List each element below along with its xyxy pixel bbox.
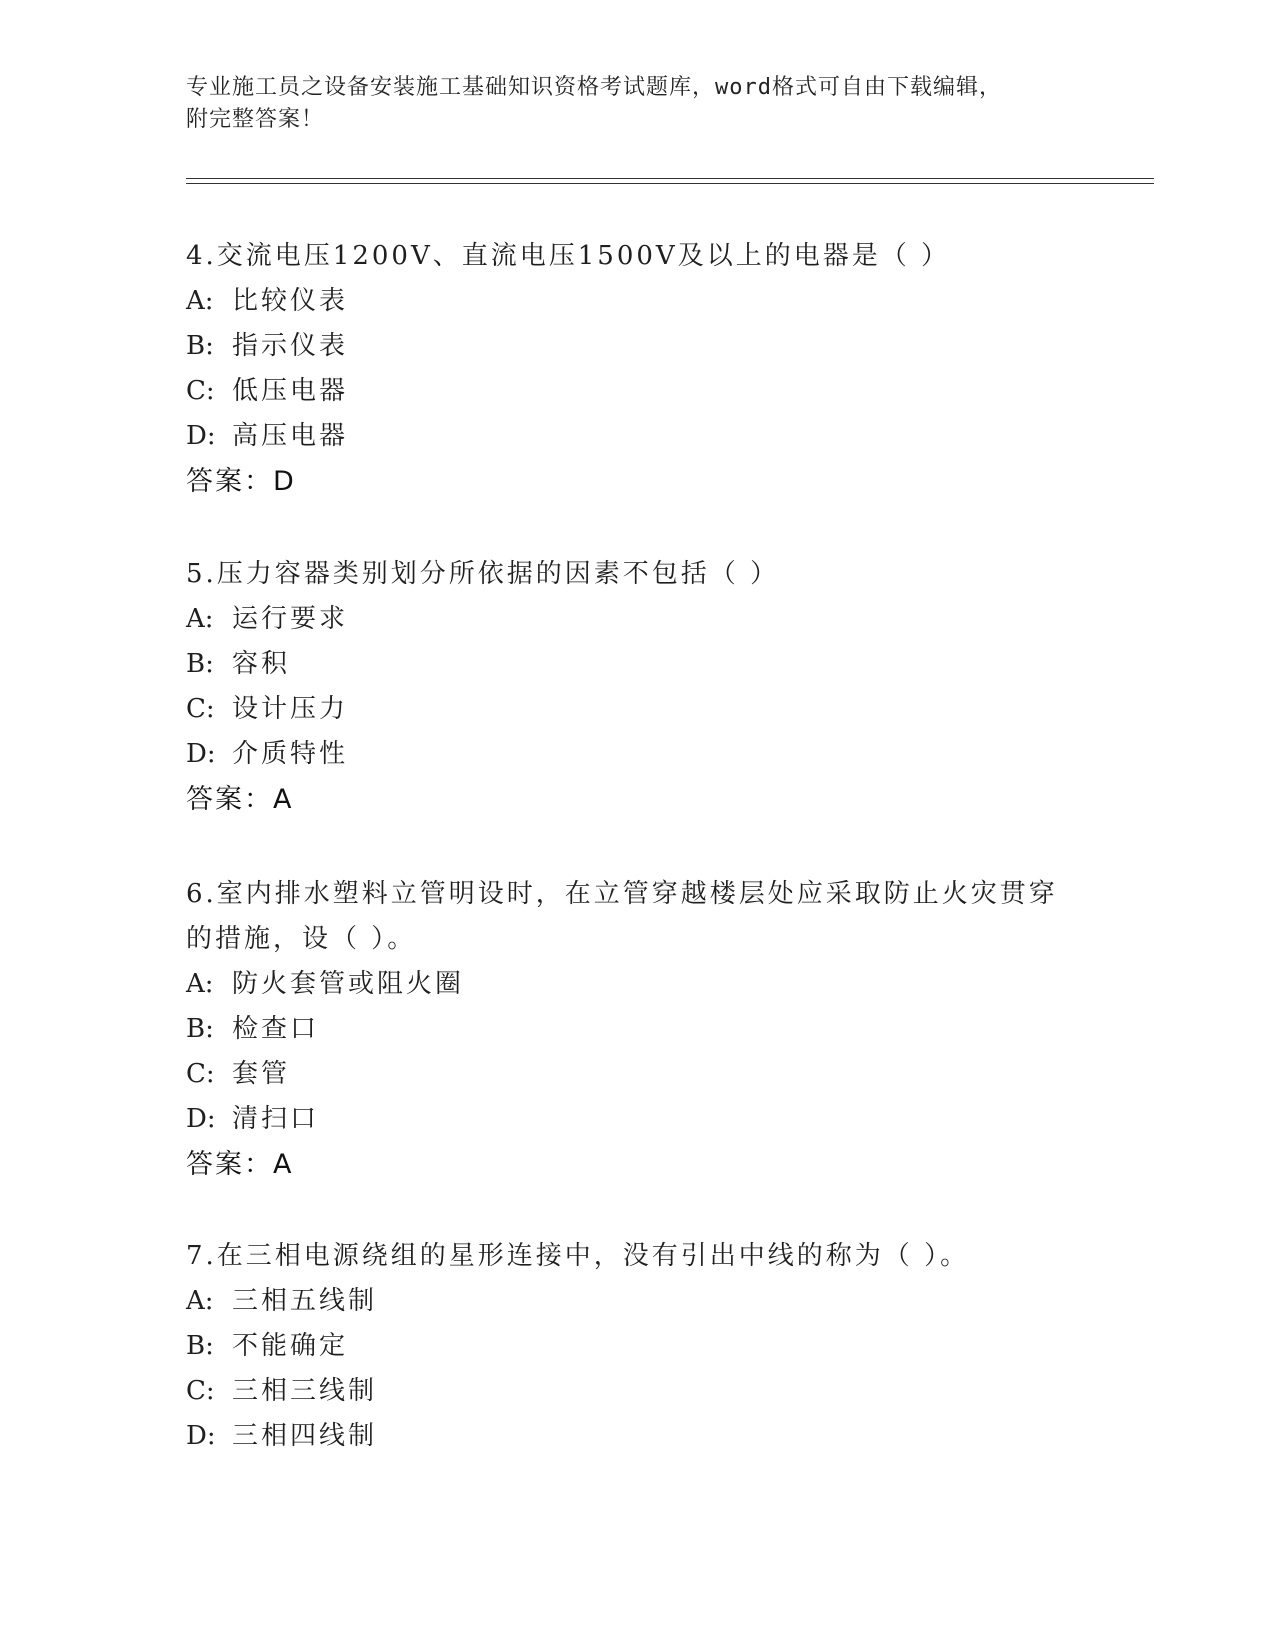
option-text: 防火套管或阻火圈 (232, 969, 465, 999)
option-text: 比较仪表 (232, 286, 349, 316)
option-key: B: (186, 649, 214, 679)
question-stem: 4.交流电压1200V、直流电压1500V及以上的电器是（ ） (186, 241, 950, 271)
option-a (186, 597, 1086, 642)
option-b (186, 642, 1086, 687)
answer-text: 答案：A (186, 1149, 294, 1180)
option-key: A: (186, 1286, 214, 1316)
option-key: D: (186, 1421, 216, 1451)
option-d (186, 1414, 1086, 1459)
question-stem: 7.在三相电源绕组的星形连接中，没有引出中线的称为（ ）。 (186, 1241, 970, 1271)
option-key: D: (186, 1104, 216, 1134)
question-4 (186, 234, 1086, 504)
header-divider-top (186, 178, 1154, 179)
option-text: 三相五线制 (232, 1286, 378, 1316)
option-key: D: (186, 421, 216, 451)
option-text: 套管 (232, 1059, 291, 1089)
option-c (186, 1369, 1086, 1414)
option-key: D: (186, 739, 216, 769)
option-key: B: (186, 331, 214, 361)
option-text: 介质特性 (232, 739, 349, 769)
option-key: C: (186, 376, 215, 406)
option-text: 设计压力 (232, 694, 349, 724)
option-text: 检查口 (232, 1014, 320, 1044)
option-text: 指示仪表 (232, 331, 349, 361)
option-a (186, 962, 1086, 1007)
option-text: 三相四线制 (232, 1421, 378, 1451)
option-key: A: (186, 604, 214, 634)
option-text: 高压电器 (232, 421, 349, 451)
option-c (186, 1052, 1086, 1097)
option-key: B: (186, 1014, 214, 1044)
answer-text: 答案：A (186, 784, 294, 815)
option-b (186, 1324, 1086, 1369)
option-key: C: (186, 694, 215, 724)
option-text: 不能确定 (232, 1331, 349, 1361)
option-d (186, 1097, 1086, 1142)
header-line-2: 附完整答案！ (186, 107, 325, 132)
option-text: 三相三线制 (232, 1376, 378, 1406)
question-5 (186, 552, 1086, 822)
question-6 (186, 872, 1086, 1187)
option-c (186, 369, 1086, 414)
option-text: 清扫口 (232, 1104, 320, 1134)
option-d (186, 732, 1086, 777)
option-text: 低压电器 (232, 376, 349, 406)
option-key: A: (186, 286, 214, 316)
option-c (186, 687, 1086, 732)
option-text: 容积 (232, 649, 291, 679)
header-line-1: 专业施工员之设备安装施工基础知识资格考试题库，word格式可自由下载编辑， (186, 75, 1002, 100)
option-key: C: (186, 1376, 215, 1406)
header-divider-bottom (186, 183, 1154, 184)
option-a (186, 1279, 1086, 1324)
option-b (186, 1007, 1086, 1052)
option-key: B: (186, 1331, 214, 1361)
question-7 (186, 1234, 1086, 1459)
option-key: A: (186, 969, 214, 999)
answer-text: 答案：D (186, 466, 296, 497)
document-header (186, 72, 1086, 136)
option-d (186, 414, 1086, 459)
option-b (186, 324, 1086, 369)
question-stem: 6.室内排水塑料立管明设时，在立管穿越楼层处应采取防止火灾贯穿的措施，设（ ）。 (186, 879, 1058, 954)
option-key: C: (186, 1059, 215, 1089)
question-stem: 5.压力容器类别划分所依据的因素不包括（ ） (186, 559, 780, 589)
option-text: 运行要求 (232, 604, 349, 634)
option-a (186, 279, 1086, 324)
